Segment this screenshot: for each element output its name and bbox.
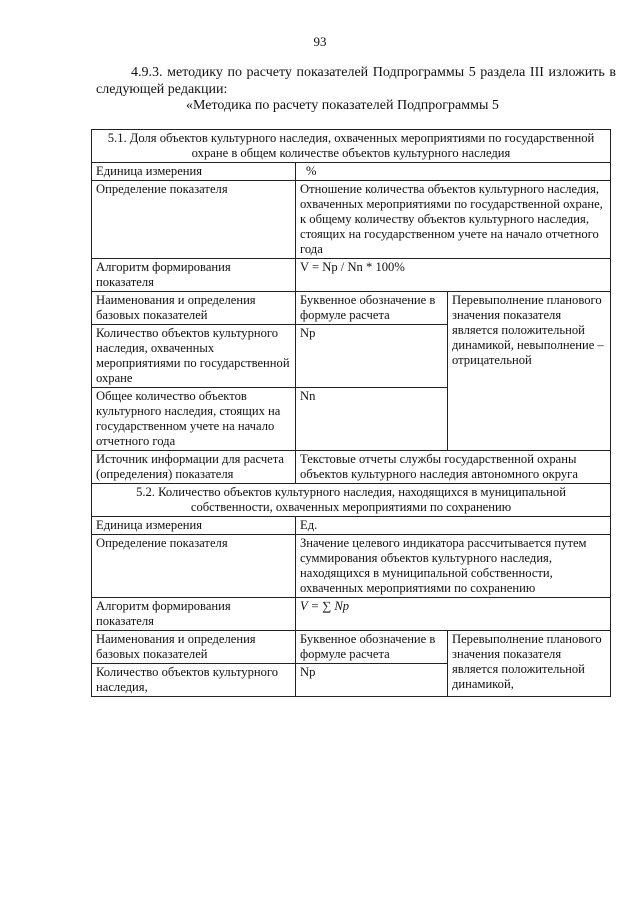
base-indicators-label: Наименования и определения базовых показателей xyxy=(92,631,296,664)
section1-unit-row xyxy=(92,163,611,181)
performance-note: Перевыполнение планового значения показателя является положительной динамикой, xyxy=(448,631,611,697)
source-value: Текстовые отчеты службы государственной охраны объектов культурного наследия автономного округа xyxy=(296,451,611,484)
unit-value: % xyxy=(296,163,611,181)
methodology-table xyxy=(91,129,611,697)
section1-definition-row xyxy=(92,181,611,259)
base-indicator-symbol: Np xyxy=(296,325,448,388)
letter-designation-label: Буквенное обозначение в формуле расчета xyxy=(296,292,448,325)
algorithm-label: Алгоритм формирования показателя xyxy=(92,259,296,292)
section1-title: 5.1. Доля объектов культурного наследия, охваченных мероприятиями по государственной охране в общем количестве объектов культурного наследия xyxy=(92,130,611,163)
definition-label: Определение показателя xyxy=(92,181,296,259)
unit-value: Ед. xyxy=(296,517,611,535)
algorithm-formula: V = Np / Nn * 100% xyxy=(296,259,611,292)
unit-label: Единица измерения xyxy=(92,517,296,535)
performance-note: Перевыполнение планового значения показателя является положительной динамикой, невыполнение – отрицательной xyxy=(448,292,611,451)
base-indicator-name: Общее количество объектов культурного наследия, стоящих на государственном учете на начало отчетного года xyxy=(92,388,296,451)
section1-source-row xyxy=(92,451,611,484)
unit-label: Единица измерения xyxy=(92,163,296,181)
base-indicator-name: Количество объектов культурного наследия, xyxy=(92,664,296,697)
section1-base-header-row xyxy=(92,292,611,325)
section2-base-header-row xyxy=(92,631,611,664)
section2-definition-row xyxy=(92,535,611,598)
intro-paragraph: 4.9.3. методику по расчету показателей Подпрограммы 5 раздела III изложить в следующей редакции: xyxy=(96,65,616,97)
base-indicator-name: Количество объектов культурного наследия, охваченных мероприятиями по государственной охране xyxy=(92,325,296,388)
definition-label: Определение показателя xyxy=(92,535,296,598)
source-label: Источник информации для расчета (определения) показателя xyxy=(92,451,296,484)
section2-unit-row xyxy=(92,517,611,535)
section2-title: 5.2. Количество объектов культурного наследия, находящихся в муниципальной собственности, охваченных мероприятиями по сохранению xyxy=(92,484,611,517)
section1-algorithm-row xyxy=(92,259,611,292)
section1-title-row xyxy=(92,130,611,163)
definition-value: Значение целевого индикатора рассчитывается путем суммирования объектов культурного наследия, находящихся в муниципальной собственности, охваченных мероприятиями по сохранению xyxy=(296,535,611,598)
section2-title-row xyxy=(92,484,611,517)
base-indicator-symbol: Nn xyxy=(296,388,448,451)
base-indicator-symbol: Np xyxy=(296,664,448,697)
page-number: 93 xyxy=(313,34,327,49)
letter-designation-label: Буквенное обозначение в формуле расчета xyxy=(296,631,448,664)
base-indicators-label: Наименования и определения базовых показателей xyxy=(92,292,296,325)
algorithm-label: Алгоритм формирования показателя xyxy=(92,598,296,631)
section2-algorithm-row xyxy=(92,598,611,631)
algorithm-formula: V = ∑ Np xyxy=(296,598,611,631)
methodology-heading: «Методика по расчету показателей Подпрограммы 5 xyxy=(186,98,499,113)
definition-value: Отношение количества объектов культурного наследия, охваченных мероприятиями по государственной охране, к общему количеству объектов культурного наследия, стоящих на государственном учете на начало отчетного года xyxy=(296,181,611,259)
